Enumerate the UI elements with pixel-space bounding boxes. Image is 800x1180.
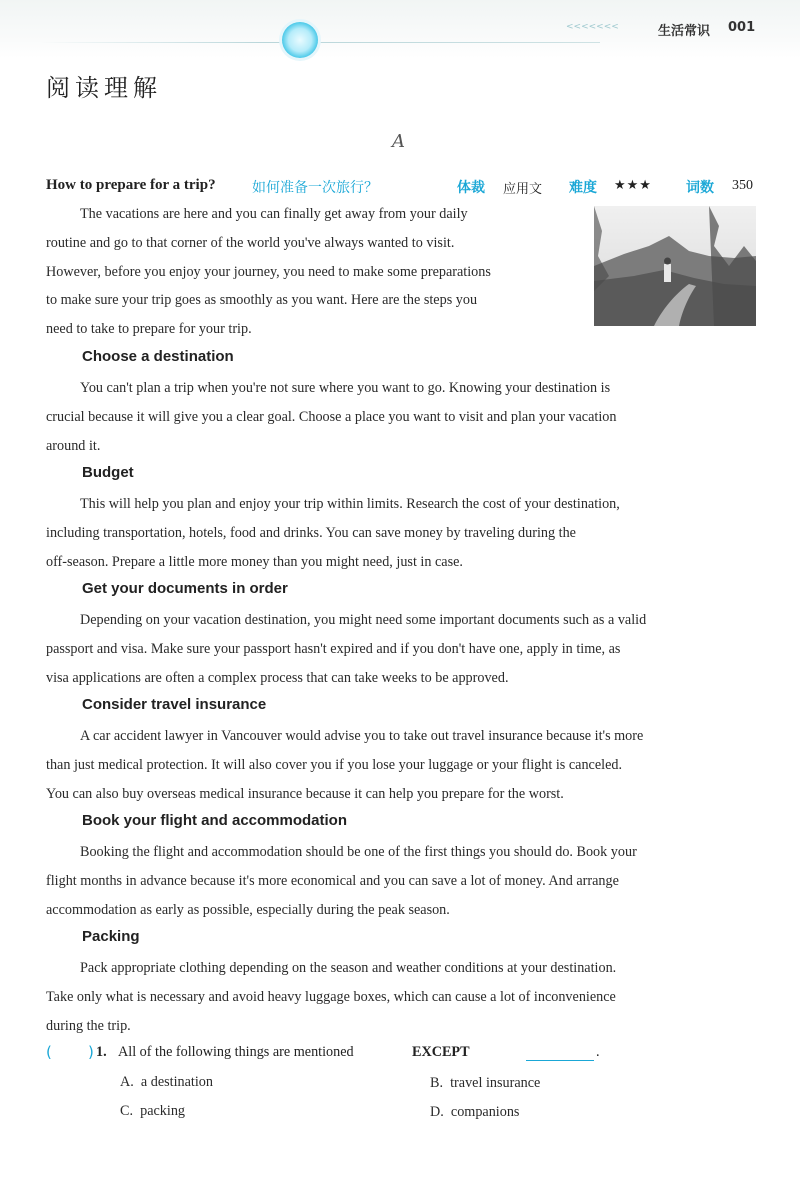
option-label: B. (430, 1075, 444, 1091)
genre-value: 应用文 (503, 182, 543, 197)
paragraph-line: You can't plan a trip when you're not sure where you want to go. Knowing your destination is (80, 380, 611, 396)
paragraph-line: A car accident lawyer in Vancouver would advise you to take out travel insurance because it's more (80, 728, 644, 744)
option-b[interactable] (430, 1075, 540, 1092)
difficulty-label: 难度 (569, 180, 597, 196)
section-paragraph (46, 374, 758, 460)
intro-paragraph (46, 200, 586, 344)
passage-mark: A (392, 131, 405, 152)
paragraph-line: This will help you plan and enjoy your trip within limits. Research the cost of your destination, (80, 496, 620, 512)
passage-title-row (46, 176, 758, 198)
word-count-value: 350 (732, 178, 753, 193)
intro-line: need to take to prepare for your trip. (46, 321, 252, 338)
paragraph-line: passport and visa. Make sure your passport hasn't expired and if you don't have one, apply in time, as (46, 640, 621, 657)
passage-title-mark: ? (208, 177, 216, 193)
page-number: 001 (728, 20, 756, 35)
paragraph-line: Pack appropriate clothing depending on the season and weather conditions at your destination. (80, 960, 617, 976)
option-c[interactable] (120, 1103, 185, 1120)
header-chevrons: <<<<<<< (566, 22, 619, 32)
section-heading: Packing (82, 928, 140, 945)
paragraph-line: visa applications are often a complex process that can take weeks to be approved. (46, 669, 509, 686)
paragraph-line: accommodation as early as possible, especially during the peak season. (46, 901, 450, 918)
section-heading: Budget (82, 464, 134, 481)
option-a[interactable] (120, 1074, 213, 1091)
option-text: a destination (140, 1074, 213, 1090)
passage-photo (594, 206, 756, 326)
header-rule (40, 42, 600, 43)
option-label: A. (120, 1074, 134, 1090)
section-heading: Choose a destination (82, 348, 234, 365)
paragraph-line: including transportation, hotels, food and drinks. You can save money by traveling during the (46, 524, 576, 541)
passage-title-cn: 如何准备一次旅行？ (252, 180, 378, 196)
paragraph-line: Booking the flight and accommodation should be one of the first things you should do. Book your (80, 844, 637, 860)
intro-line: The vacations are here and you can finally get away from your daily (80, 206, 468, 222)
answer-blank[interactable] (526, 1060, 594, 1061)
paragraph-line: Take only what is necessary and avoid heavy luggage boxes, which can cause a lot of inconvenience (46, 988, 616, 1005)
section-heading: Get your documents in order (82, 580, 288, 597)
genre-label: 体裁 (457, 180, 485, 196)
section-paragraph (46, 838, 758, 924)
passage-title-text: How to prepare for a trip (46, 177, 209, 193)
answer-bracket-close[interactable]: ) (88, 1043, 94, 1061)
paragraph-line: You can also buy overseas medical insurance because it can help you prepare for the worst. (46, 785, 564, 802)
intro-line: routine and go to that corner of the world you've always wanted to visit. (46, 234, 455, 251)
paragraph-line: flight months in advance because it's more economical and you can save a lot of money. And arrange (46, 872, 619, 889)
question-number: 1. (96, 1044, 107, 1060)
paragraph-line: crucial because it will give you a clear goal. Choose a place you want to visit and plan your vacation (46, 408, 617, 425)
option-text: travel insurance (450, 1075, 541, 1091)
option-label: D. (430, 1104, 444, 1120)
answer-bracket-open[interactable]: ( (46, 1043, 52, 1061)
option-text: companions (450, 1104, 520, 1120)
section-heading: Consider travel insurance (82, 696, 267, 713)
landscape-photo-illustration (594, 206, 756, 326)
question-1 (46, 1043, 758, 1067)
paragraph-line: during the trip. (46, 1017, 131, 1034)
difficulty-stars: ★★★ (614, 178, 652, 193)
paragraph-line: Depending on your vacation destination, you might need some important documents such as a valid (80, 612, 647, 628)
section-title: 阅读理解 (46, 74, 162, 102)
section-paragraph (46, 954, 758, 1040)
word-count-label: 词数 (686, 180, 714, 196)
paragraph-line: off-season. Prepare a little more money than you might need, just in case. (46, 553, 463, 570)
header-title: 生活常识 (658, 24, 711, 39)
question-text: All of the following things are mentioned (118, 1044, 354, 1060)
paragraph-line: around it. (46, 437, 101, 454)
section-paragraph (46, 606, 758, 692)
passage-title-en (46, 177, 216, 194)
paragraph-line: than just medical protection. It will also cover you if you lose your luggage or your flight is canceled. (46, 756, 623, 773)
section-paragraph (46, 490, 758, 576)
question-emphasis: EXCEPT (412, 1044, 470, 1060)
header-circle-ornament (282, 22, 318, 58)
intro-line: However, before you enjoy your journey, you need to make some preparations (46, 263, 491, 280)
option-text: packing (140, 1103, 186, 1119)
section-paragraph (46, 722, 758, 808)
intro-line: to make sure your trip goes as smoothly as you want. Here are the steps you (46, 292, 478, 309)
option-label: C. (120, 1103, 134, 1119)
section-heading: Book your flight and accommodation (82, 812, 348, 829)
question-end-mark: . (596, 1044, 600, 1060)
option-d[interactable] (430, 1104, 519, 1121)
